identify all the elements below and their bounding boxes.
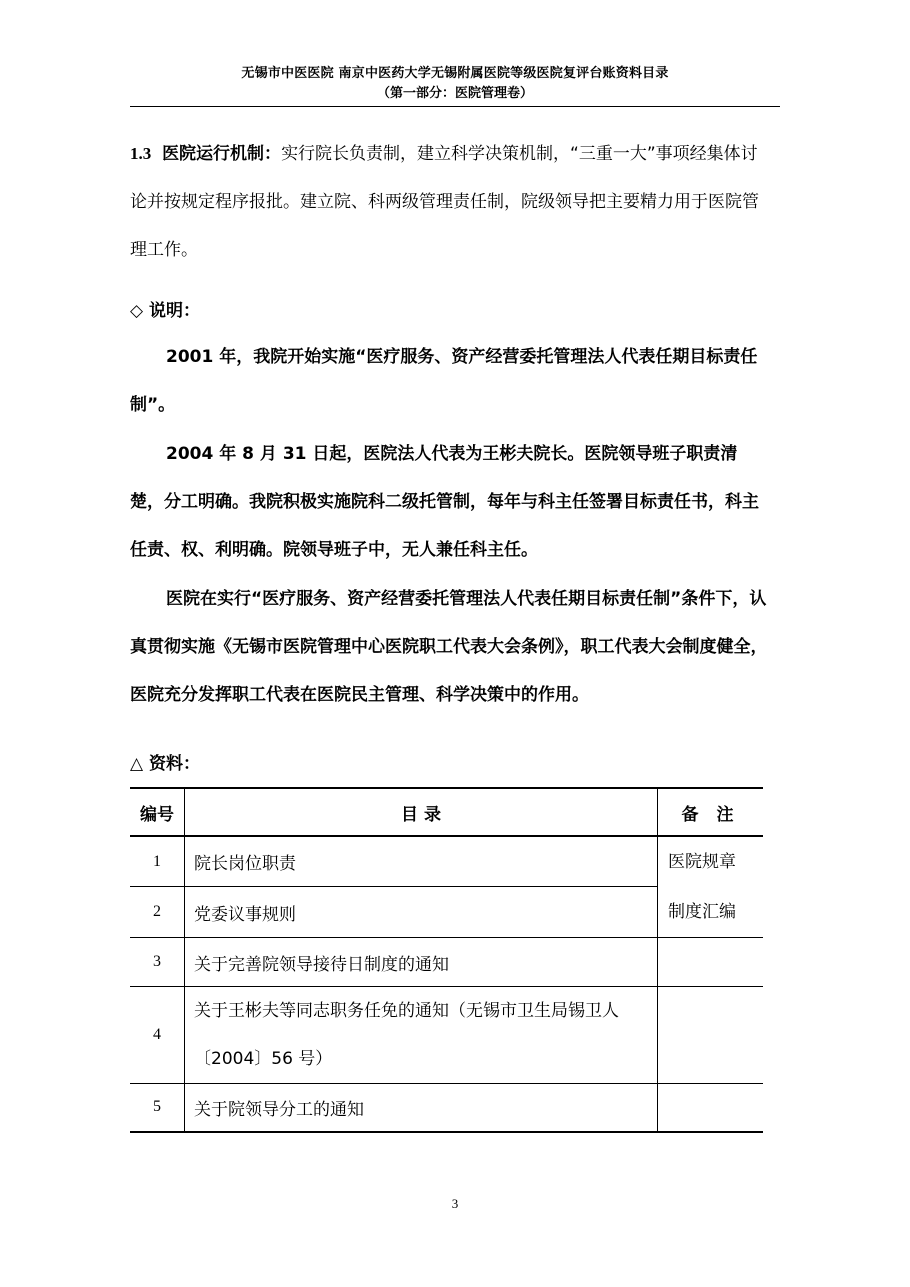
table-row xyxy=(130,836,763,887)
section-number: 1.3 xyxy=(130,144,152,163)
header-title: 无锡市中医医院 南京中医药大学无锡附属医院等级医院复评台账资料目录 xyxy=(241,66,669,81)
materials-table xyxy=(130,787,763,1133)
explanation-paragraph-3: 医院在实行“医疗服务、资产经营委托管理法人代表任期目标责任制”条件下，认真贯彻实施《无锡市医院管理中心医院职工代表大会条例》，职工代表大会制度健全，医院充分发挥职工代表在医院民主管理、科学决策中的作用。 xyxy=(130,589,768,705)
row-remarks xyxy=(658,938,764,987)
row-remarks xyxy=(658,1084,764,1132)
merged-remarks-cell xyxy=(658,836,764,938)
remarks-line-2: 制度汇编 xyxy=(668,902,736,922)
section-body: 实行院长负责制，建立科学决策机制，“三重一大”事项经集体讨论并按规定程序报批。建立院、科两级管理责任制，院级领导把主要精力用于医院管理工作。 xyxy=(130,144,759,260)
table-header-row xyxy=(130,788,763,836)
header-subtitle: （第一部分：医院管理卷） xyxy=(376,86,533,101)
section-title: 医院运行机制： xyxy=(162,144,282,164)
column-header-number: 编号 xyxy=(130,788,185,836)
row-title: 关于完善院领导接待日制度的通知 xyxy=(185,938,658,987)
table-row xyxy=(130,938,763,987)
row-title: 党委议事规则 xyxy=(185,887,658,938)
remarks-line-1: 医院规章 xyxy=(668,852,736,872)
table-row xyxy=(130,1084,763,1132)
materials-heading: △ 资料： xyxy=(130,754,200,774)
row-number: 3 xyxy=(130,938,185,987)
row-number: 2 xyxy=(130,887,185,938)
column-header-remarks: 备 注 xyxy=(658,788,764,836)
row-number: 5 xyxy=(130,1084,185,1132)
page-header xyxy=(130,64,780,104)
row-number: 4 xyxy=(130,987,185,1084)
row-title: 院长岗位职责 xyxy=(185,836,658,887)
explanation-paragraph-1: 2001 年，我院开始实施“医疗服务、资产经营委托管理法人代表任期目标责任制”。 xyxy=(130,347,758,415)
explanation-paragraph-2: 2004 年 8 月 31 日起，医院法人代表为王彬夫院长。医院领导班子职责清楚，分工明确。我院积极实施院科二级托管制，每年与科主任签署目标责任书，科主任责、权、利明确。院领导班子中，无人兼任科主任。 xyxy=(130,444,759,560)
explanation-heading: ◇ 说明： xyxy=(130,301,200,321)
column-header-catalog: 目 录 xyxy=(185,788,658,836)
row-title: 关于王彬夫等同志职务任免的通知（无锡市卫生局锡卫人〔2004〕56 号） xyxy=(185,987,658,1084)
page-number: 3 xyxy=(451,1196,459,1211)
row-title: 关于院领导分工的通知 xyxy=(185,1084,658,1132)
header-rule xyxy=(130,106,780,107)
table-row xyxy=(130,987,763,1084)
row-number: 1 xyxy=(130,836,185,887)
row-remarks xyxy=(658,987,764,1084)
section-1-3 xyxy=(130,130,770,274)
